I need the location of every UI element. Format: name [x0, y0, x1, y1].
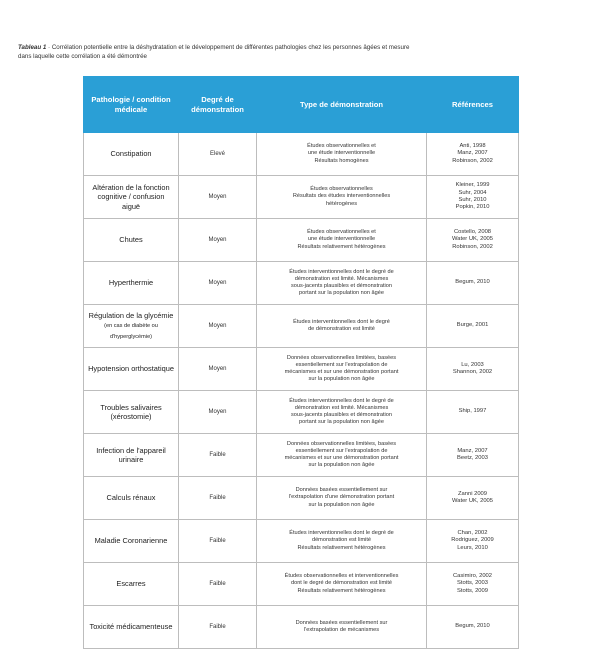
pathologie-label: Troubles salivaires (xérostomie)	[100, 402, 162, 421]
type-line: Études interventionnelles dont le degré de	[289, 530, 394, 537]
type-line: Études observationnelles et interventionnelles	[284, 573, 399, 580]
type-line: Résultats homogènes	[314, 157, 369, 164]
reference-line: Rodriguez, 2009	[451, 537, 494, 544]
cell-degre: Moyen	[179, 391, 257, 434]
cell-degre: Moyen	[179, 305, 257, 348]
cell-degre: Faible	[179, 477, 257, 520]
table-row	[84, 348, 519, 391]
correlation-table	[83, 76, 519, 649]
table-caption	[18, 44, 418, 61]
reference-line: Water UK, 2005	[451, 236, 494, 243]
type-line: Études interventionnelles dont le degré	[293, 318, 390, 325]
cell-type	[257, 563, 427, 606]
table-row	[84, 391, 519, 434]
reference-line: Suhr, 2010	[458, 197, 487, 203]
cell-type	[257, 219, 427, 262]
pathologie-label: Chutes	[119, 235, 143, 245]
cell-degre: Moyen	[179, 176, 257, 219]
cell-references	[427, 391, 519, 434]
cell-type	[257, 176, 427, 219]
type-line: hétérogènes	[325, 200, 358, 207]
cell-references	[427, 520, 519, 563]
pathologie-label: Régulation de la glycémie	[88, 310, 174, 320]
cell-references	[427, 305, 519, 348]
cell-type	[257, 305, 427, 348]
type-line: sous-jacents plausibles et démonstration	[290, 283, 393, 289]
cell-references	[427, 176, 519, 219]
table-row	[84, 305, 519, 348]
reference-line: Chan, 2002	[457, 530, 488, 537]
cell-pathologie	[84, 434, 179, 477]
type-line: démonstration est limité. Mécanismes	[294, 404, 389, 411]
cell-references	[427, 434, 519, 477]
reference-line: Begum, 2010	[455, 623, 490, 630]
cell-references	[427, 563, 519, 606]
cell-type	[257, 520, 427, 563]
cell-pathologie	[84, 520, 179, 563]
cell-degre: Moyen	[179, 262, 257, 305]
pathologie-label: Altération de la fonction cognitive / confusion aiguë	[92, 182, 170, 211]
header-type: Type de démonstration	[257, 77, 427, 133]
cell-degre: Faible	[179, 563, 257, 606]
pathologie-label: Calculs rénaux	[106, 493, 156, 503]
table-row	[84, 606, 519, 649]
cell-references	[427, 262, 519, 305]
cell-degre: Moyen	[179, 348, 257, 391]
reference-line: Begum, 2010	[455, 279, 490, 286]
cell-type	[257, 606, 427, 649]
type-line: sous-jacents plausibles et démonstration	[290, 412, 393, 418]
cell-type	[257, 434, 427, 477]
type-line: Résultats relativement hétérogènes	[297, 544, 386, 551]
type-line: Données basées essentiellement sur	[295, 619, 388, 626]
cell-type	[257, 348, 427, 391]
table-header-row	[84, 77, 519, 133]
reference-line: Ship, 1997	[458, 408, 487, 415]
table-row	[84, 133, 519, 176]
reference-line: Manz, 2007	[457, 150, 488, 157]
type-line: démonstration est limité	[311, 537, 372, 544]
table-row	[84, 520, 519, 563]
cell-pathologie	[84, 477, 179, 520]
cell-references	[427, 348, 519, 391]
header-references: Références	[427, 77, 519, 133]
type-line: Études interventionnelles dont le degré de	[289, 268, 394, 275]
cell-pathologie	[84, 606, 179, 649]
cell-pathologie	[84, 262, 179, 305]
type-line: essentiellement sur l'extrapolation de	[295, 361, 388, 368]
type-line: Données observationnelles limitées, basées	[286, 440, 397, 447]
cell-pathologie	[84, 219, 179, 262]
reference-line: Shannon, 2002	[452, 369, 493, 375]
type-line: portant sur la population non âgée	[299, 419, 384, 426]
pathologie-note: (en cas de diabète ou d'hyperglycémie)	[104, 323, 158, 340]
reference-line: Costello, 2008	[453, 229, 492, 236]
table-row	[84, 434, 519, 477]
type-line: Données basées essentiellement sur	[295, 487, 388, 494]
reference-line: Popkin, 2010	[455, 204, 490, 211]
reference-line: Suhr, 2004	[458, 189, 487, 196]
reference-line: Kleiner, 1999	[455, 182, 490, 189]
header-degre: Degré de démonstration	[179, 77, 257, 133]
type-line: Études interventionnelles dont le degré de	[289, 397, 394, 404]
type-line: Résultats relativement hétérogènes	[297, 587, 386, 594]
type-line: une étude interventionnelle	[307, 150, 376, 157]
cell-degre: Faible	[179, 520, 257, 563]
header-pathologie: Pathologie / condition médicale	[84, 77, 179, 133]
reference-line: Stotts, 2009	[457, 587, 488, 594]
reference-line: Lu, 2003	[461, 361, 484, 368]
cell-degre: Elevé	[179, 133, 257, 176]
type-line: sur la population non âgée	[308, 376, 375, 383]
table-row	[84, 477, 519, 520]
type-line: sur la population non âgée	[308, 501, 375, 508]
cell-pathologie	[84, 176, 179, 219]
type-line: l'extrapolation d'une démonstration portant	[288, 494, 395, 501]
caption-label: Tableau 1	[18, 44, 47, 51]
type-line: sur la population non âgée	[308, 462, 375, 469]
type-line: Données observationnelles limitées, basées	[286, 354, 397, 361]
reference-line: Anti, 1998	[459, 143, 486, 150]
table-row	[84, 563, 519, 606]
type-line: dont le degré de démonstration est limité	[290, 580, 393, 587]
type-line: Études observationnelles	[310, 186, 373, 193]
pathologie-label: Maladie Coronarienne	[94, 536, 168, 546]
pathologie-label: Hyperthermie	[108, 278, 154, 288]
cell-type	[257, 133, 427, 176]
type-line: une étude interventionnelle	[307, 236, 376, 243]
reference-line: Casimiro, 2002	[453, 573, 492, 580]
reference-line: Robinson, 2002	[452, 157, 493, 164]
reference-line: Water UK, 2005	[451, 498, 494, 504]
type-line: Résultats relativement hétérogènes	[297, 243, 386, 250]
type-line: Résultats des études interventionnelles	[292, 193, 391, 200]
reference-line: Burge, 2001	[456, 322, 489, 329]
pathologie-label: Infection de l'appareil urinaire	[96, 445, 166, 464]
type-line: mécanismes et sur une démonstration portant	[284, 369, 399, 375]
reference-line: Manz, 2007	[457, 447, 488, 454]
cell-pathologie	[84, 391, 179, 434]
type-line: essentiellement sur l'extrapolation de	[295, 447, 388, 454]
type-line: mécanismes et sur une démonstration portant	[284, 455, 399, 461]
cell-type	[257, 262, 427, 305]
pathologie-label: Constipation	[110, 149, 152, 159]
cell-references	[427, 477, 519, 520]
type-line: démonstration est limité. Mécanismes	[294, 275, 389, 282]
cell-degre: Faible	[179, 606, 257, 649]
type-line: portant sur la population non âgée	[299, 290, 384, 297]
cell-degre: Faible	[179, 434, 257, 477]
reference-line: Zanni 2009	[457, 490, 487, 497]
type-line: Études observationnelles et	[307, 229, 376, 236]
cell-references	[427, 606, 519, 649]
reference-line: Robinson, 2002	[452, 243, 493, 250]
cell-pathologie	[84, 348, 179, 391]
cell-type	[257, 477, 427, 520]
pathologie-label: Escarres	[116, 579, 146, 589]
caption-text: · Corrélation potentielle entre la déshydratation et le développement de différentes pathologies chez les personnes âgées et mesure dans laquelle cette corrélation a été démontrée	[18, 44, 410, 60]
cell-pathologie	[84, 133, 179, 176]
reference-line: Beetz, 2003	[457, 455, 488, 461]
type-line: Études observationnelles et	[307, 143, 376, 150]
cell-references	[427, 133, 519, 176]
table-row	[84, 262, 519, 305]
pathologie-label: Toxicité médicamenteuse	[89, 622, 173, 632]
cell-pathologie	[84, 305, 179, 348]
cell-type	[257, 391, 427, 434]
reference-line: Stotts, 2003	[457, 580, 488, 587]
reference-line: Leurs, 2010	[457, 544, 488, 551]
table-row	[84, 176, 519, 219]
table-body	[84, 133, 519, 649]
cell-degre: Moyen	[179, 219, 257, 262]
cell-pathologie	[84, 563, 179, 606]
pathologie-label: Hypotension orthostatique	[88, 364, 174, 374]
cell-references	[427, 219, 519, 262]
type-line: l'extrapolation de mécanismes	[303, 627, 380, 633]
type-line: de démonstration est limité	[308, 326, 375, 332]
table-row	[84, 219, 519, 262]
